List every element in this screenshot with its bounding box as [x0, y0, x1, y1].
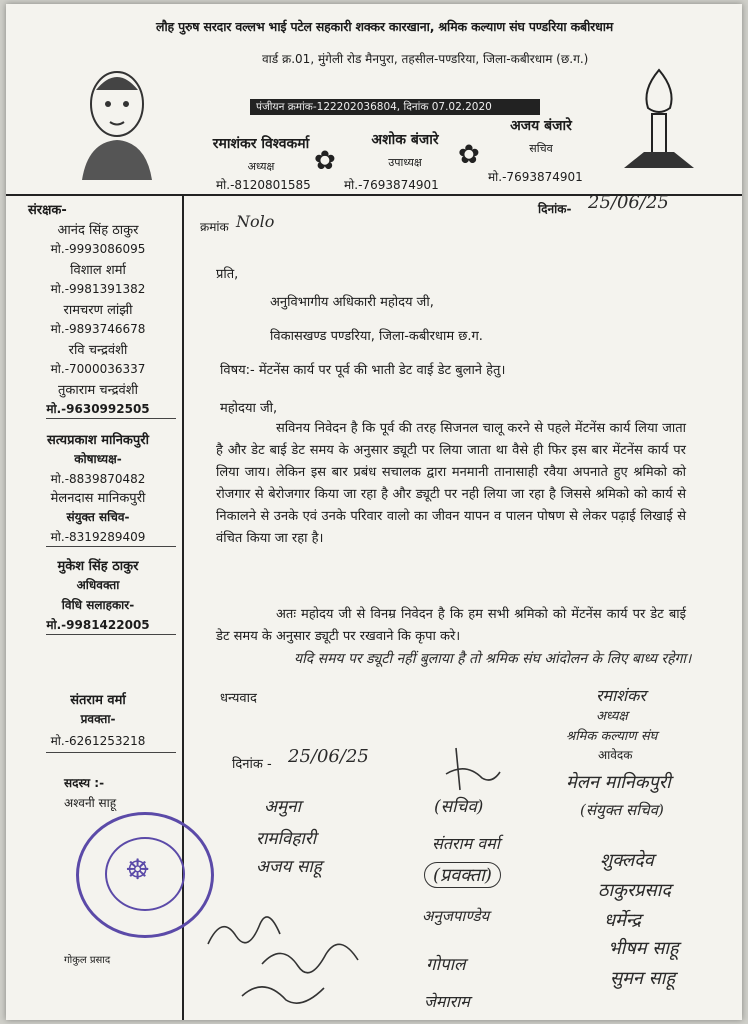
date2-label: दिनांक - — [232, 757, 272, 772]
body-paragraph-2: अतः महोदय जी से विनम्र निवेदन है कि हम सभी श्रमिको को मेंटनेंस कार्य पर डेट बाई डेट समय के अनुसार ड्यूटी पर रखवाने कि कृपा करे। — [216, 607, 686, 644]
spokesperson-name: संतराम वर्मा — [70, 693, 126, 708]
joint-secretary-role-hw: (संयुक्त सचिव) — [580, 801, 664, 819]
member-signature: ठाकुरप्रसाद — [598, 880, 671, 901]
sidebar-member-name: तुकाराम चन्द्रवंशी — [58, 383, 138, 398]
applicant-label: आवेदक — [598, 748, 633, 762]
sidebar-rule — [46, 634, 176, 635]
emblem-icon: ☸ — [125, 853, 151, 886]
official-stamp — [76, 812, 214, 938]
recipient-address: विकासखण्ड पण्डरिया, जिला-कबीरधाम छ.ग. — [270, 329, 483, 344]
treasurer-name: सत्यप्रकाश मानिकपुरी — [47, 433, 149, 448]
body-paragraph-1: सविनय निवेदन है कि पूर्व की तरह सिजनल चालू करने से पहले मेंटनेंस कार्य लिया जाता है और डेट बाई डेट समय के अनुसार ड्यूटी पर लिया जाता था वैसे ही फिर इस बार मेंटनेंस कार्य पर लिया जाय। लेकिन इस बार प्रबंध सचालक द्वारा मनमानी तानासाही रवैया अपनाते हुए श्रमिको को रोजगार से बेरोजगार किया जा रहा है और ड्यूटी पर नही लिया जा रहा है जिससे श्रमिको को कार्य से निकालने से उनके एवं उनके परिवार वालो का जीवन यापन व पालन पोषण से लेकर पढ़ाई लिखाई से वंचित किया जा रहा है। — [216, 421, 686, 546]
advocate-name: मुकेश सिंह ठाकुर — [57, 559, 139, 574]
member-signature: सुमन साहू — [610, 968, 676, 989]
letter-page — [6, 4, 742, 1020]
legal-advisor-role: विधि सलाहकार- — [61, 598, 135, 612]
members-label: सदस्य :- — [64, 776, 105, 790]
leader-portrait — [74, 60, 160, 180]
president-role-hw: अध्यक्ष — [596, 709, 628, 724]
union-name-hw: श्रमिक कल्याण संघ — [566, 729, 658, 744]
member-name-bottom: गोकुल प्रसाद — [64, 955, 111, 966]
secretary-block — [486, 116, 596, 156]
spokesperson-signature: संतराम वर्मा — [432, 834, 500, 853]
spokesperson-role-hw: (प्रवक्ता) — [424, 862, 501, 888]
advocate-role: अधिवक्ता — [76, 578, 120, 592]
flower-ornament-icon: ✿ — [314, 146, 336, 176]
spokesperson-phone: मो.-6261253218 — [50, 734, 146, 748]
subject-line: विषय:- मेंटनेंस कार्य पर पूर्व की भाती डेट वाई डेट बुलाने हेतु। — [220, 363, 506, 378]
president-phone: मो.-8120801585 — [216, 178, 311, 192]
member-signature: अनुजपाण्डेय — [422, 907, 490, 925]
secretary-scribble — [436, 744, 506, 794]
member-name: अश्वनी साहू — [64, 796, 117, 810]
scribbled-signatures — [202, 884, 372, 1014]
secretary-role-hw: (सचिव) — [434, 797, 484, 817]
treasurer-phone: मो.-8839870482 — [50, 472, 146, 486]
sidebar-rule — [46, 418, 176, 419]
president-block — [206, 134, 316, 174]
secretary-role: सचिव — [529, 142, 553, 155]
member-signature: रामविहारी — [256, 829, 317, 849]
secretary-name: अजय बंजारे — [510, 118, 572, 134]
joint-secretary-name: मेलनदास मानिकपुरी — [50, 491, 146, 506]
reference-label: क्रमांक — [200, 220, 229, 234]
registration-bar: पंजीयन क्रमांक-122202036804, दिनांक 07.02.2020 — [250, 99, 540, 115]
member-signature: अजय साहू — [256, 857, 322, 877]
legal-advisor-phone: मो.-9981422005 — [46, 618, 150, 632]
sidebar-rule — [46, 752, 176, 753]
sidebar-member-phone: मो.-9630992505 — [46, 402, 150, 416]
vice-president-role: उपाध्यक्ष — [388, 156, 422, 169]
president-role: अध्यक्ष — [247, 160, 275, 173]
thanks-line: धन्यवाद — [220, 691, 257, 706]
organization-name: लौह पुरुष सरदार वल्लभ भाई पटेल सहकारी शक्कर कारखाना, श्रमिक कल्याण संघ पण्डरिया कबीरधाम — [156, 19, 614, 34]
member-signature: भीषम साहू — [608, 938, 679, 959]
sidebar-member-name: आनंद सिंह ठाकुर — [57, 223, 139, 238]
sidebar-member-name: रवि चन्द्रवंशी — [68, 343, 128, 358]
sidebar-member-name: विशाल शर्मा — [70, 263, 126, 278]
joint-secretary-role: संयुक्त सचिव- — [66, 510, 130, 524]
joint-secretary-signature: मेलन मानिकपुरी — [566, 772, 671, 793]
joint-secretary-phone: मो.-8319289409 — [50, 530, 146, 544]
vice-president-block — [350, 130, 460, 170]
sidebar-rule — [46, 546, 176, 547]
to-line: प्रति, — [216, 267, 239, 282]
temple-logo — [614, 64, 704, 174]
date-handwritten: 25/06/25 — [588, 192, 669, 213]
sidebar-member-phone: मो.-9993086095 — [50, 242, 146, 256]
sidebar-member-phone: मो.-7000036337 — [50, 362, 146, 376]
member-signature: अमुना — [264, 797, 301, 817]
organization-address: वार्ड क्र.01, मुंगेली रोड मैनपुरा, तहसील-पण्डरिया, जिला-कबीरधाम (छ.ग.) — [262, 52, 589, 66]
member-signature: शुक्लदेव — [600, 850, 654, 871]
sidebar-member-phone: मो.-9893746678 — [50, 322, 146, 336]
treasurer-role: कोषाध्यक्ष- — [74, 452, 122, 466]
vice-president-phone: मो.-7693874901 — [344, 178, 439, 192]
salutation: महोदया जी, — [220, 401, 278, 416]
sidebar-member-phone: मो.-9981391382 — [50, 282, 146, 296]
member-signature: जेमाराम — [424, 992, 470, 1011]
flower-ornament-icon: ✿ — [458, 140, 480, 170]
sidebar-member-name: रामचरण लांझी — [63, 303, 133, 318]
vice-president-name: अशोक बंजारे — [371, 132, 439, 148]
reference-handwritten: Nolo — [236, 212, 275, 231]
handwritten-note: यदि समय पर ड्यूटी नहीं बुलाया है तो श्रमिक संघ आंदोलन के लिए बाध्य रहेगा। — [294, 651, 692, 667]
date2-handwritten: 25/06/25 — [288, 746, 369, 767]
date-label: दिनांक- — [538, 202, 572, 216]
patron-title: संरक्षक- — [28, 203, 67, 218]
president-name: रमाशंकर विश्वकर्मा — [212, 136, 310, 152]
member-signature: धर्मेन्द्र — [604, 910, 641, 931]
member-signature: गोपाल — [426, 955, 466, 975]
secretary-phone: मो.-7693874901 — [488, 170, 583, 184]
recipient-line: अनुविभागीय अधिकारी महोदय जी, — [270, 295, 434, 310]
spokesperson-role: प्रवक्ता- — [80, 712, 116, 726]
president-signature: रमाशंकर — [596, 686, 646, 705]
